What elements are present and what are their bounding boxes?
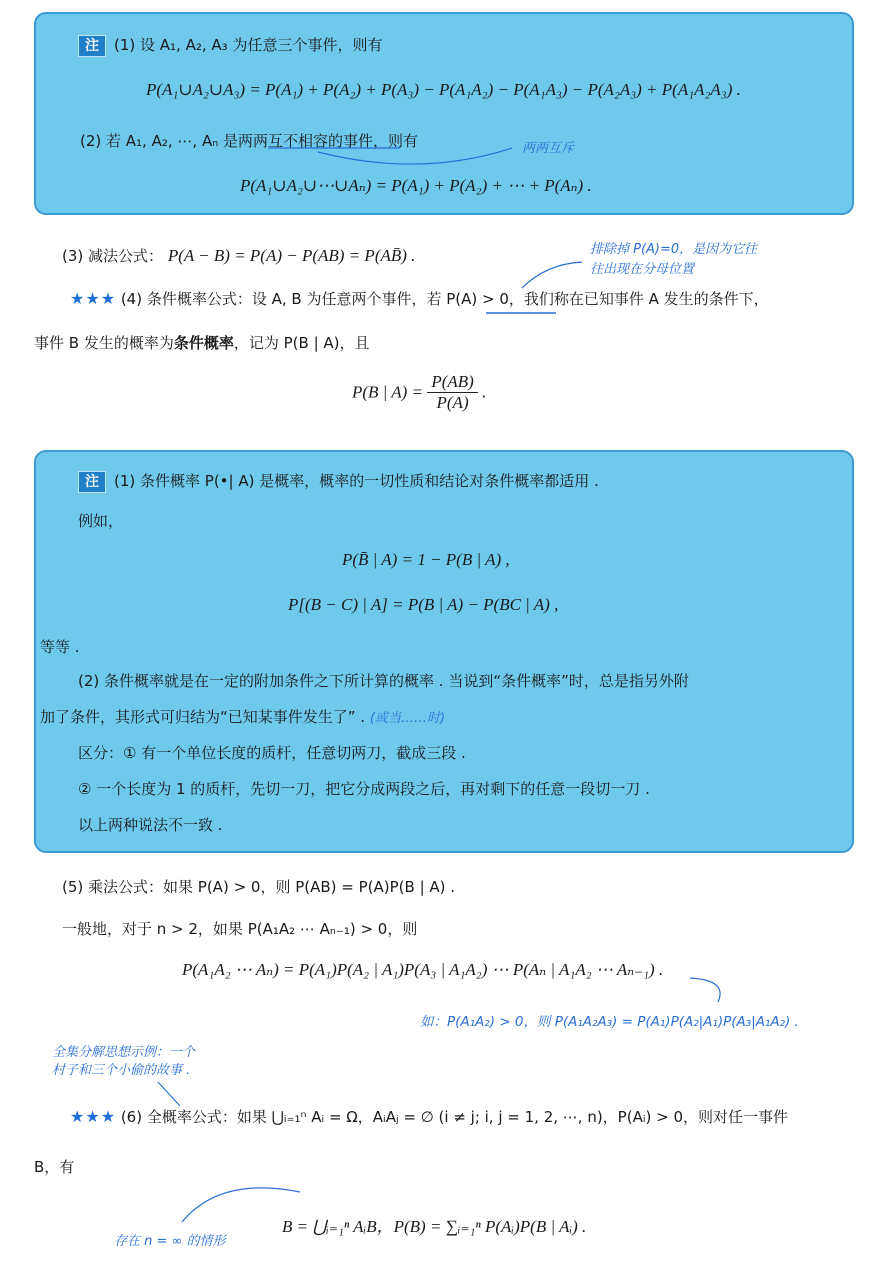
- distinguish-line-2: ② 一个长度为 1 的质杆，先切一刀，把它分成两段之后，再对剩下的任意一段切一刀 .: [78, 780, 650, 798]
- stars-icon: ★★★: [70, 1107, 117, 1126]
- stars-icon: ★★★: [70, 289, 117, 308]
- note-exclude-line-1: 排除掉 P(A)=0，是因为它往: [590, 242, 758, 257]
- note-badge: 注: [78, 35, 106, 57]
- note-1-item-1-text: (1) 设 A₁, A₂, A₃ 为任意三个事件，则有: [114, 36, 383, 54]
- total-prob-formula: B = ⋃ᵢ₌₁ⁿ AᵢB，P(B) = ∑ᵢ₌₁ⁿ P(Aᵢ)P(B | Aᵢ) .: [282, 1217, 587, 1236]
- fraction-denominator: P(A): [436, 393, 469, 412]
- arrow-exclude-icon: [522, 262, 582, 288]
- handwritten-note-infinite: 存在 n = ∞ 的情形: [114, 1234, 226, 1249]
- handwritten-note-or: (或当……时): [369, 711, 446, 726]
- conditional-term: 条件概率: [173, 334, 234, 352]
- note-2-item-1-text: (1) 条件概率 P(•| A) 是概率，概率的一切性质和结论对条件概率都适用 .: [114, 472, 599, 490]
- note-2-item-2-line-1: (2) 条件概率就是在一定的附加条件之下所计算的概率 . 当说到“条件概率”时，总是指另外附: [78, 672, 689, 690]
- multiplication-line-2: 一般地，对于 n > 2，如果 P(A₁A₂ ⋯ Aₙ₋₁) > 0，则: [62, 920, 418, 938]
- subtraction-label: (3) 减法公式：: [62, 247, 164, 265]
- formula-union-three: P(A₁∪A₂∪A₃) = P(A₁) + P(A₂) + P(A₃) − P(A₁A₂) − P(A₁A₃) − P(A₂A₃) + P(A₁A₂A₃) .: [146, 80, 741, 99]
- distinguish-line-1: 区分：① 有一个单位长度的质杆，任意切两刀，截成三段 .: [78, 744, 466, 762]
- conclusion-text: 以上两种说法不一致 .: [78, 816, 223, 834]
- handwritten-note-example: 如：P(A₁A₂) > 0，则 P(A₁A₂A₃) = P(A₁)P(A₂|A₁)P(A₃|A₁A₂) .: [420, 1014, 799, 1030]
- formula-complement: P(B̄ | A) = 1 − P(B | A) ,: [342, 550, 510, 569]
- conditional-text-1: (4) 条件概率公式：设 A, B 为任意两个事件，若 P(A) > 0，我们称在已知事件 A 发生的条件下，: [120, 290, 769, 308]
- arrow-example-icon: [690, 978, 720, 1002]
- multiplication-line-1: (5) 乘法公式：如果 P(A) > 0，则 P(AB) = P(A)P(B | A) .: [62, 878, 456, 896]
- example-label: 例如，: [78, 512, 124, 530]
- note-badge: 注: [78, 471, 106, 493]
- arrow-partition-icon: [158, 1082, 180, 1106]
- arrow-mutex-icon: [318, 148, 512, 164]
- note-2-item-2-line-2-text: 加了条件，其形式可归结为“已知某事件发生了” .: [40, 708, 366, 726]
- conditional-text-2a: 事件 B 发生的概率为: [34, 334, 174, 352]
- conditional-formula-lhs: P(B | A) =: [352, 382, 424, 402]
- fraction-numerator: P(AB): [427, 372, 477, 393]
- formula-union-n: P(A₁∪A₂∪⋯∪Aₙ) = P(A₁) + P(A₂) + ⋯ + P(Aₙ) .: [240, 176, 592, 195]
- etc-text: 等等 .: [40, 638, 80, 656]
- note-exclude-line-2: 往出现在分母位置: [590, 262, 695, 277]
- conditional-formula-period: .: [482, 382, 487, 402]
- conditional-text-2b: ，记为 P(B | A)，且: [233, 334, 370, 352]
- total-prob-text: (6) 全概率公式：如果 ⋃ᵢ₌₁ⁿ Aᵢ = Ω，AᵢAⱼ = ∅ (i ≠ j; i, j = 1, 2, ⋯, n)，P(Aᵢ) > 0，则对任一事件: [120, 1108, 789, 1126]
- formula-difference: P[(B − C) | A] = P(B | A) − P(BC | A) ,: [288, 595, 559, 614]
- handwritten-note-mutex: 两两互斥: [522, 141, 575, 156]
- arrow-infinite-icon: [182, 1188, 300, 1222]
- note-1-item-2: (2) 若 A₁, A₂, ⋯, Aₙ 是两两互不相容的事件，则有: [80, 132, 418, 150]
- subtraction-formula: P(A − B) = P(A) − P(AB) = P(AB̄) .: [167, 246, 416, 265]
- note-partition-line-2: 村子和三个小偷的故事 .: [52, 1063, 191, 1078]
- note-partition-line-1: 全集分解思想示例：一个: [52, 1045, 196, 1060]
- total-prob-line-2: B，有: [34, 1158, 75, 1176]
- multiplication-formula: P(A₁A₂ ⋯ Aₙ) = P(A₁)P(A₂ | A₁)P(A₃ | A₁A₂) ⋯ P(Aₙ | A₁A₂ ⋯ Aₙ₋₁) .: [182, 960, 664, 979]
